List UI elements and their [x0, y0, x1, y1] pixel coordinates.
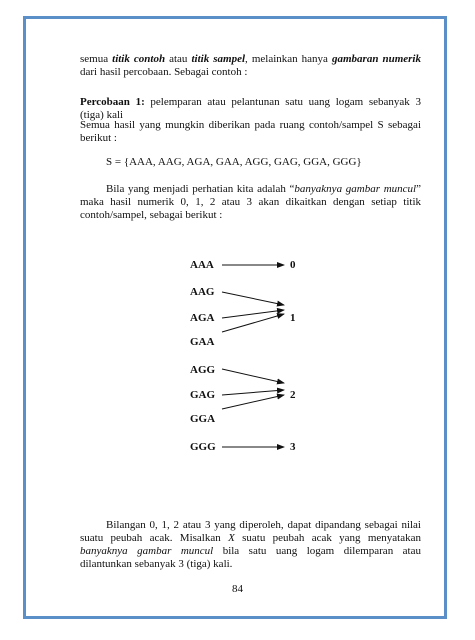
value-1: 1	[290, 312, 296, 324]
arrow-aag-1	[222, 292, 284, 305]
outcome-ggg: GGG	[190, 441, 216, 453]
page-number: 84	[232, 583, 243, 595]
outcome-gag: GAG	[190, 389, 216, 401]
arrow-agg-2	[222, 369, 284, 383]
outcome-gaa: GAA	[190, 336, 215, 348]
sample-space-intro: Semua hasil yang mungkin diberikan pada ruang contoh/sampel S sebagai berikut :	[80, 119, 421, 144]
arrow-gag-2	[222, 390, 284, 395]
arrow-gga-2	[222, 395, 284, 409]
sample-space-set: S = {AAA, AAG, AGA, GAA, AGG, GAG, GGA, GGG}	[106, 156, 362, 168]
outcome-aag: AAG	[190, 286, 215, 298]
attention-paragraph: Bila yang menjadi perhatian kita adalah “banyaknya gambar muncul” maka hasil numerik 0, 1, 2 atau 3 akan dikaitkan dengan setiap titik contoh/sampel, sebagai berikut :	[80, 183, 421, 221]
outcome-aaa: AAA	[190, 259, 214, 271]
term-banyaknya-gambar: banyaknya gambar muncul	[294, 183, 417, 195]
experiment-text: pelemparan atau pelantunan satu uang logam sebanyak 3 (tiga) kali	[80, 96, 421, 121]
term-gambaran-numerik: gambaran numerik	[331, 53, 421, 65]
outcome-gga: GGA	[190, 413, 216, 425]
closing-paragraph: Bilangan 0, 1, 2 atau 3 yang diperoleh, dapat dipandang sebagai nilai suatu peubah acak. Misalkan X suatu peubah acak yang menyatakan banyaknya gambar muncul bila satu uang logam dilemparan atau dilantunkan sebanyak 3 (tiga) kali.	[80, 519, 421, 570]
value-2: 2	[290, 389, 296, 401]
term-titik-contoh: titik contoh	[112, 53, 166, 65]
outcome-aga: AGA	[190, 312, 215, 324]
paragraph-intro: semua titik contoh atau titik sampel, melainkan hanya gambaran numerik dari hasil percobaan. Sebagai contoh :	[80, 53, 421, 78]
term-banyaknya-gambar-2: banyaknya gambar muncul	[80, 545, 214, 557]
value-3: 3	[290, 441, 296, 453]
value-0: 0	[290, 259, 296, 271]
experiment-label: Percobaan 1:	[80, 96, 145, 108]
term-titik-sampel: titik sampel	[191, 53, 246, 65]
variable-x: X	[228, 532, 235, 544]
outcome-agg: AGG	[190, 364, 216, 376]
